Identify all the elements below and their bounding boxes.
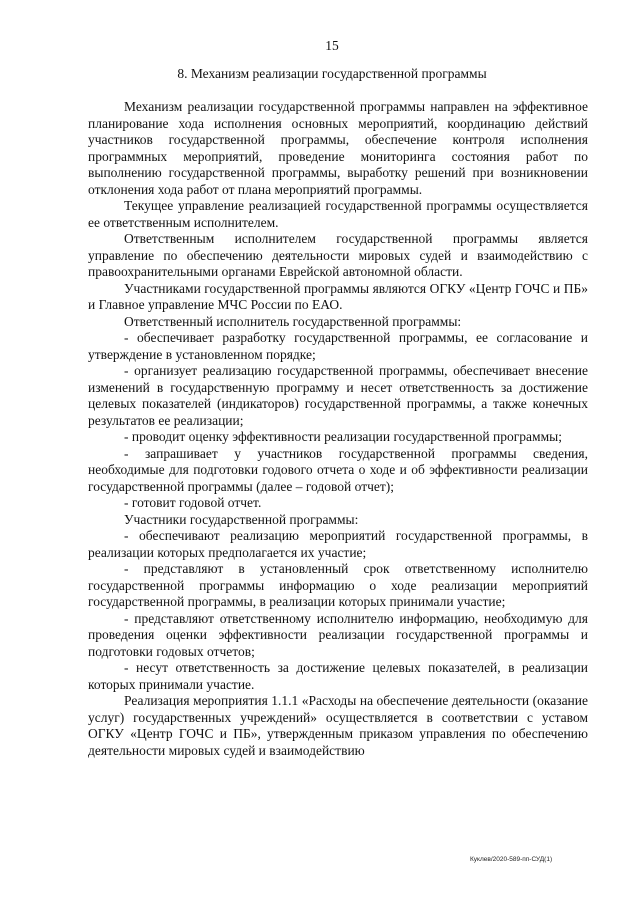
document-reference: Куклев/2020-589-пп-СУД(1) bbox=[470, 856, 553, 863]
body-text bbox=[88, 99, 588, 759]
paragraph: Реализация мероприятия 1.1.1 «Расходы на обеспечение деятельности (оказание услуг) государственных учреждений» осуществляется в соответствии с уставом ОГКУ «Центр ГОЧС и ПБ», утвержденным приказом управления по обеспечению деятельности мировых судей и взаимодействию bbox=[88, 693, 588, 758]
list-item: - представляют ответственному исполнителю информацию, необходимую для проведения оценки эффективности реализации государственной программы и подготовки годовых отчетов; bbox=[88, 610, 588, 659]
paragraph: Текущее управление реализацией государственной программы осуществляется ее ответственным исполнителем. bbox=[88, 198, 588, 230]
paragraph: Участники государственной программы: bbox=[124, 511, 359, 527]
paragraph: Участниками государственной программы являются ОГКУ «Центр ГОЧС и ПБ» и Главное управление МЧС России по ЕАО. bbox=[88, 280, 588, 312]
section-title: 8. Механизм реализации государственной программы bbox=[177, 66, 487, 81]
list-item: - обеспечивают реализацию мероприятий государственной программы, в реализации которых предполагается их участие; bbox=[88, 528, 588, 560]
list-item: - организует реализацию государственной программы, обеспечивает внесение изменений в государственную программу и несет ответственность за достижение целевых показателей (индикаторов) государственной программы, а также конечных результатов ее реализации; bbox=[88, 363, 588, 428]
page-number: 15 bbox=[325, 38, 339, 53]
list-item: - готовит годовой отчет. bbox=[124, 495, 262, 510]
paragraph: Ответственным исполнителем государственной программы является управление по обеспечению деятельности мировых судей и взаимодействию с правоохранительными органами Еврейской автономной области. bbox=[88, 231, 588, 279]
paragraph: Ответственный исполнитель государственной программы: bbox=[124, 313, 462, 329]
paragraph: Механизм реализации государственной программы направлен на эффективное планирование хода исполнения основных мероприятий, координацию действий участников государственной программы, обеспечение контроля исполнения программных мероприятий, проведение мониторинга состояния работ по выполнению государственной программы, выработку решений при возникновении отклонения хода работ от плана мероприятий программы. bbox=[88, 99, 588, 197]
list-item: - представляют в установленный срок ответственному исполнителю государственной программы информацию о ходе реализации мероприятий государственной программы, в реализации которых принимали участие; bbox=[88, 561, 588, 609]
list-item: - обеспечивает разработку государственной программы, ее согласование и утверждение в установленном порядке; bbox=[88, 330, 588, 362]
list-item: - несут ответственность за достижение целевых показателей, в реализации которых принимали участие. bbox=[88, 660, 588, 692]
list-item: - проводит оценку эффективности реализации государственной программы; bbox=[124, 429, 562, 444]
list-item: - запрашивает у участников государственной программы сведения, необходимые для подготовки годового отчета о ходе и об эффективности реализации государственной программы (далее – годовой отчет); bbox=[88, 445, 588, 494]
